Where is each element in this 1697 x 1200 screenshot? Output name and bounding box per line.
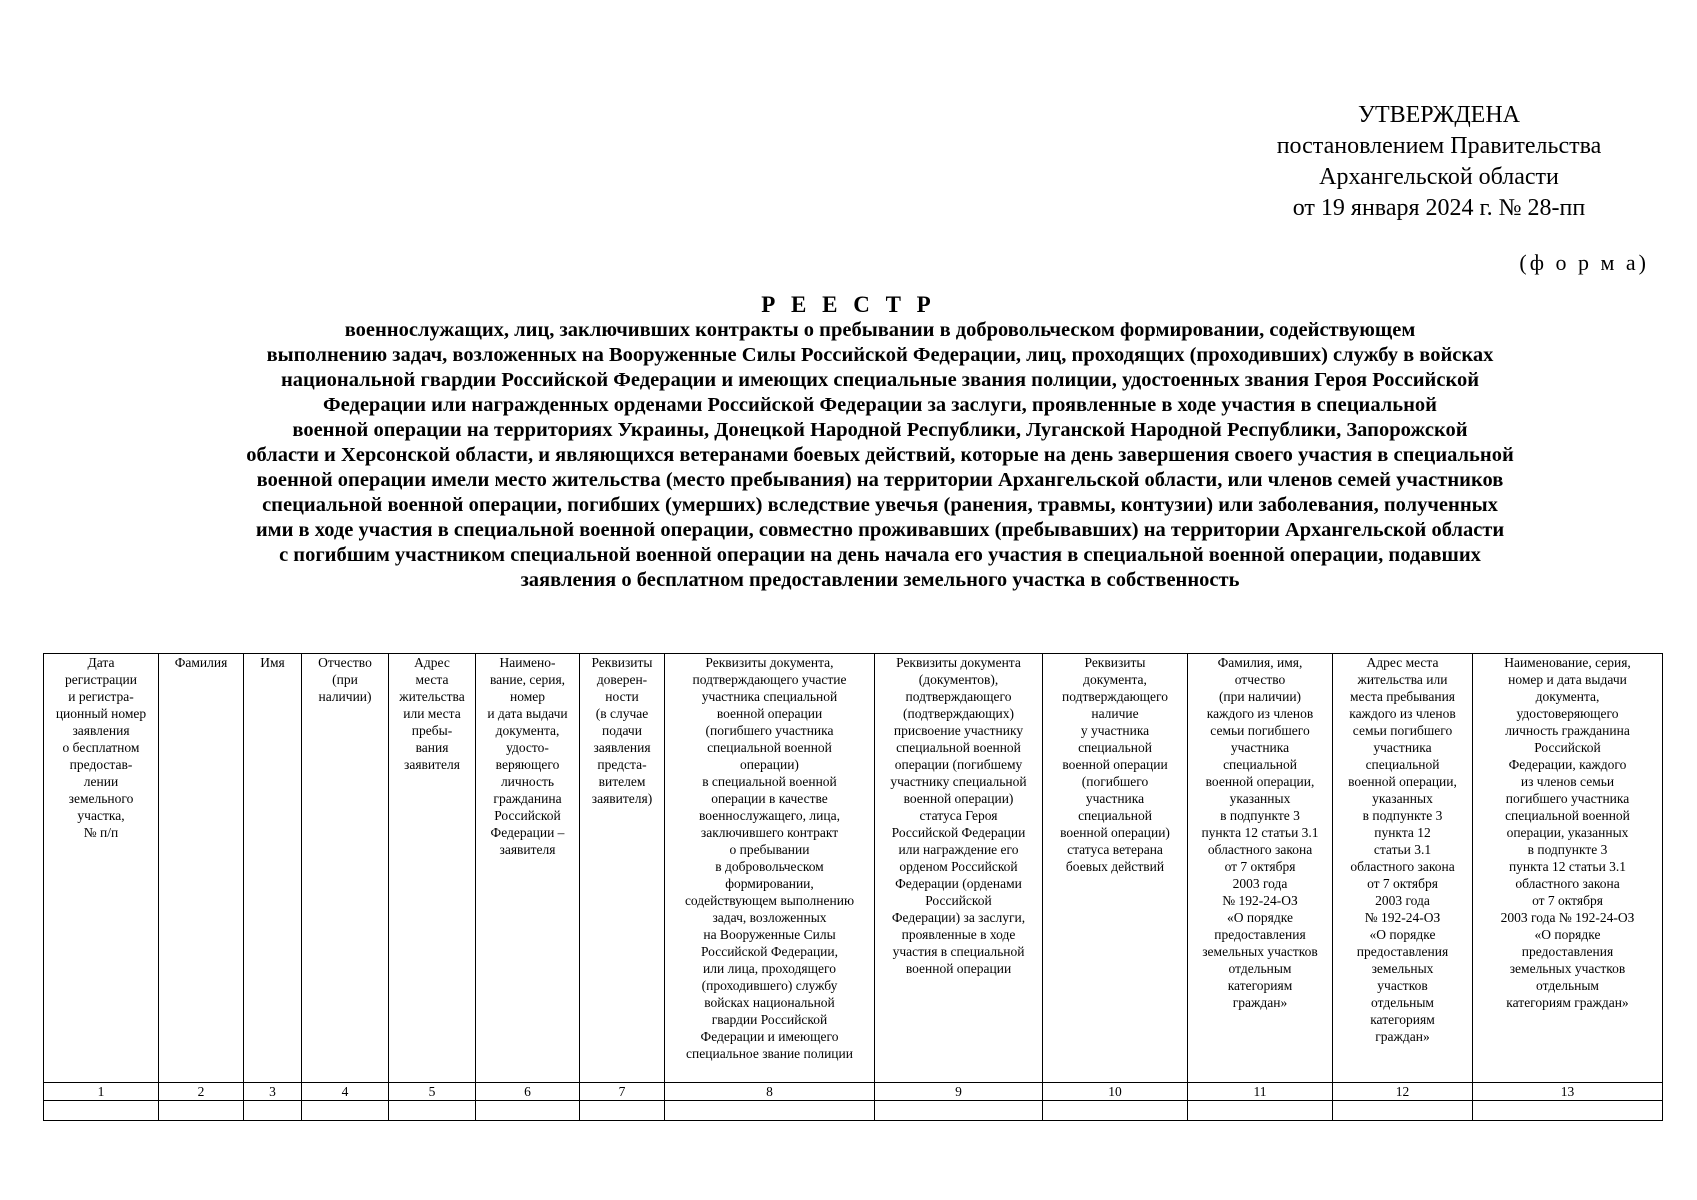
subtitle-line: ими в ходе участия в специальной военной операции, совместно проживавших (пребывавших) на территории Архангельской области — [255, 519, 1505, 541]
column-header: Фамилия, имя, отчество (при наличии) каждого из членов семьи погибшего участника специальной военной операции, указанных в подпункте 3 пункта 12 статьи 3.1 областного закона от 7 октября 2003 года № 192-24-ОЗ «О порядке предоставления земельных участков отдельным категориям граждан» — [1188, 654, 1333, 1083]
table-cell — [476, 1101, 580, 1121]
column-header: Реквизиты документа, подтверждающего наличие у участника специальной военной операции (погибшего участника специальной военной операции) статуса ветерана боевых действий — [1043, 654, 1188, 1083]
table-cell — [244, 1101, 302, 1121]
column-header: Имя — [244, 654, 302, 1083]
column-header: Наименование, серия, номер и дата выдачи документа, удостоверяющего личность гражданина Российской Федерации, каждого из членов семьи погибшего участника специальной военной операции, указанных в подпункте 3 пункта 12 статьи 3.1 областного закона от 7 октября 2003 года № 192-24-ОЗ «О порядке предоставления земельных участков отдельным категориям граждан» — [1473, 654, 1663, 1083]
subtitle-line: области и Херсонской области, и являющихся ветеранами боевых действий, которые на день завершения своего участия в специальной — [246, 444, 1514, 466]
approval-date-number: от 19 января 2024 г. № 28-пп — [1292, 195, 1586, 221]
subtitle-line: военной операции на территориях Украины, Донецкой Народной Республики, Луганской Народной Республики, Запорожской — [292, 419, 1468, 441]
column-number: 3 — [244, 1083, 302, 1101]
column-number: 6 — [476, 1083, 580, 1101]
column-number: 8 — [665, 1083, 875, 1101]
subtitle-line: специальной военной операции, погибших (умерших) вследствие увечья (ранения, травмы, контузии) или заболевания, полученных — [262, 494, 1498, 516]
subtitle-line: национальной гвардии Российской Федерации и имеющих специальные звания полиции, удостоенных звания Героя Российской — [280, 369, 1480, 391]
table-cell — [1188, 1101, 1333, 1121]
column-number: 1 — [44, 1083, 159, 1101]
column-number: 9 — [875, 1083, 1043, 1101]
approval-region: Архангельской области — [1319, 164, 1559, 190]
column-number: 7 — [580, 1083, 665, 1101]
subtitle-line: Федерации или награжденных орденами Российской Федерации за заслуги, проявленные в ходе участия в специальной — [323, 394, 1437, 416]
column-header: Реквизиты доверен- ности (в случае подачи заявления предста- вителем заявителя) — [580, 654, 665, 1083]
column-number: 13 — [1473, 1083, 1663, 1101]
column-number-row — [44, 1083, 1663, 1101]
column-number: 4 — [302, 1083, 389, 1101]
empty-data-row — [44, 1101, 1663, 1121]
column-header: Реквизиты документа, подтверждающего участие участника специальной военной операции (погибшего участника специальной военной операции) в специальной военной операции в качестве военнослужащего, лица, заключившего контракт о пребывании в добровольческом формировании, содействующем выполнению задач, возложенных на Вооруженные Силы Российской Федерации, или лица, проходящего (проходившего) службу войсках национальной гвардии Российской Федерации и имеющего специальное звание полиции — [665, 654, 875, 1083]
column-number: 10 — [1043, 1083, 1188, 1101]
column-header: Наимено- вание, серия, номер и дата выдачи документа, удосто- веряющего личность гражданина Российской Федерации – заявителя — [476, 654, 580, 1083]
table-cell — [1043, 1101, 1188, 1121]
subtitle-line: военнослужащих, лиц, заключивших контракты о пребывании в добровольческом формировании, содействующем — [344, 319, 1416, 341]
subtitle-line: военной операции имели место жительства (место пребывания) на территории Архангельской области, или членов семей участников — [256, 469, 1504, 491]
table-cell — [665, 1101, 875, 1121]
table-cell — [389, 1101, 476, 1121]
column-header: Фамилия — [159, 654, 244, 1083]
column-header: Отчество (при наличии) — [302, 654, 389, 1083]
subtitle-line: заявления о бесплатном предоставлении земельного участка в собственность — [520, 569, 1240, 591]
column-header: Адрес места жительства или места пребывания каждого из членов семьи погибшего участника специальной военной операции, указанных в подпункте 3 пункта 12 статьи 3.1 областного закона от 7 октября 2003 года № 192-24-ОЗ «О порядке предоставления земельных участков отдельным категориям граждан» — [1333, 654, 1473, 1083]
approval-block — [1229, 100, 1649, 224]
subtitle-line: выполнению задач, возложенных на Вооруженные Силы Российской Федерации, лиц, проходящих (проходивших) службу в войсках — [266, 344, 1494, 366]
document-title: Р Е Е С Т Р — [761, 292, 936, 317]
column-number: 11 — [1188, 1083, 1333, 1101]
table-cell — [1473, 1101, 1663, 1121]
column-number: 2 — [159, 1083, 244, 1101]
column-header: Адрес места жительства или места пребы- вания заявителя — [389, 654, 476, 1083]
form-mark: (ф о р м а) — [1519, 250, 1649, 275]
table-cell — [302, 1101, 389, 1121]
table-cell — [159, 1101, 244, 1121]
table-header-row — [44, 654, 1663, 1083]
column-number: 12 — [1333, 1083, 1473, 1101]
table-cell — [44, 1101, 159, 1121]
column-header: Реквизиты документа (документов), подтверждающего (подтверждающих) присвоение участнику специальной военной операции (погибшему участнику специальной военной операции) статуса Героя Российской Федерации или награждение его орденом Российской Федерации (орденами Российской Федерации) за заслуги, проявленные в ходе участия в специальной военной операции — [875, 654, 1043, 1083]
table-cell — [580, 1101, 665, 1121]
subtitle-line: с погибшим участником специальной военной операции на день начала его участия в специальной военной операции, подавших — [279, 544, 1481, 566]
column-header: Дата регистрации и регистра- ционный номер заявления о бесплатном предостав- лении земельного участка, № п/п — [44, 654, 159, 1083]
registry-table — [43, 653, 1663, 1121]
approval-authority: постановлением Правительства — [1276, 133, 1602, 159]
approval-status: УТВЕРЖДЕНА — [1357, 102, 1521, 128]
document-subtitle — [120, 318, 1640, 593]
table-cell — [1333, 1101, 1473, 1121]
table-cell — [875, 1101, 1043, 1121]
column-number: 5 — [389, 1083, 476, 1101]
